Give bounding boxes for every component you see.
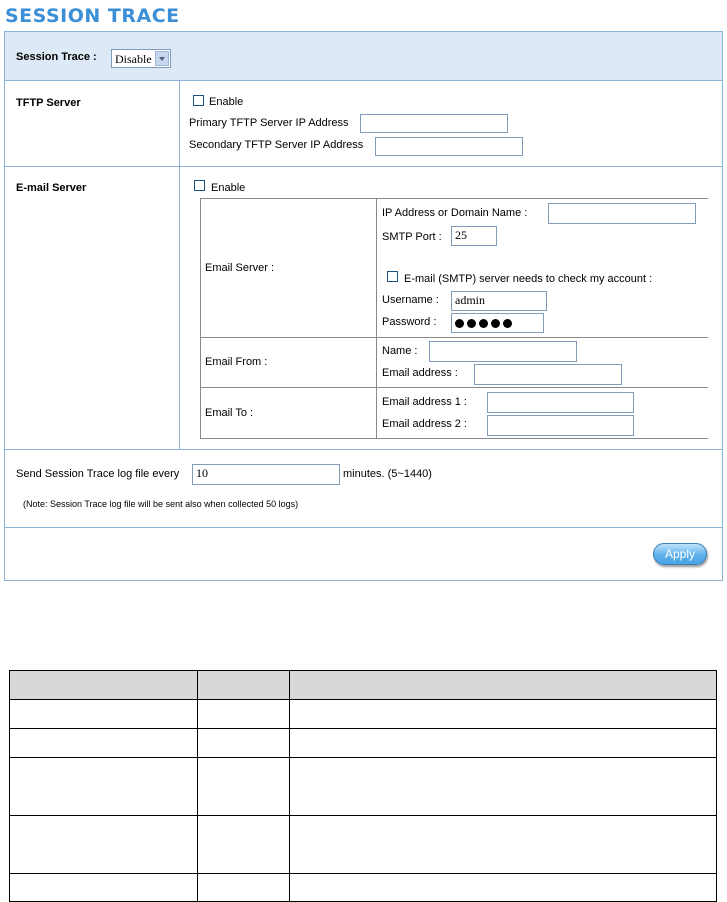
tftp-secondary-label: Secondary TFTP Server IP Address <box>189 139 364 151</box>
smtp-check-label: E-mail (SMTP) server needs to check my account : <box>404 273 653 285</box>
from-address-input[interactable] <box>474 364 622 385</box>
table-row <box>10 729 717 758</box>
tftp-enable-checkbox[interactable] <box>193 95 204 106</box>
from-name-label: Name : <box>382 345 418 357</box>
log-note: (Note: Session Trace log file will be sent also when collected 50 logs) <box>23 499 299 509</box>
session-trace-value: Disable <box>115 52 152 66</box>
apply-button[interactable]: Apply <box>653 543 707 565</box>
tftp-secondary-input[interactable] <box>375 137 523 156</box>
password-label: Password : <box>382 316 437 328</box>
from-name-input[interactable] <box>429 341 577 362</box>
tftp-primary-input[interactable] <box>360 114 508 133</box>
page-title: SESSION TRACE <box>5 5 180 27</box>
email-enable-checkbox[interactable] <box>194 180 205 191</box>
username-input[interactable]: admin <box>451 291 547 311</box>
username-label: Username : <box>382 294 439 306</box>
session-trace-select[interactable] <box>111 49 171 68</box>
to-address2-input[interactable] <box>487 415 634 436</box>
to-address2-label: Email address 2 : <box>382 418 467 430</box>
tftp-primary-label: Primary TFTP Server IP Address <box>189 117 349 129</box>
to-address1-label: Email address 1 : <box>382 396 467 408</box>
table-header-row <box>10 671 717 700</box>
table-header-cell <box>10 671 198 700</box>
email-from-label: Email From : <box>205 356 268 368</box>
log-interval-suffix: minutes. (5~1440) <box>343 468 432 480</box>
session-trace-panel <box>4 31 723 581</box>
session-trace-header <box>5 32 722 81</box>
tftp-enable-label: Enable <box>209 96 244 108</box>
chevron-down-icon[interactable] <box>155 51 169 66</box>
reference-table <box>9 670 717 902</box>
session-trace-label: Session Trace : <box>16 51 97 63</box>
email-ip-label: IP Address or Domain Name : <box>382 207 528 219</box>
table-header-cell <box>198 671 290 700</box>
email-enable-label: Enable <box>211 182 246 194</box>
tftp-server-label: TFTP Server <box>16 97 81 109</box>
log-interval-label: Send Session Trace log file every <box>16 468 180 480</box>
log-interval-input[interactable]: 10 <box>192 464 340 485</box>
email-ip-input[interactable] <box>548 203 696 224</box>
table-row <box>10 700 717 729</box>
from-address-label: Email address : <box>382 367 458 379</box>
smtp-port-input[interactable]: 25 <box>451 226 497 246</box>
email-server-sublabel: Email Server : <box>205 262 275 274</box>
table-row <box>10 874 717 902</box>
table-row <box>10 816 717 874</box>
smtp-check-checkbox[interactable] <box>387 271 398 282</box>
email-to-label: Email To : <box>205 407 254 419</box>
to-address1-input[interactable] <box>487 392 634 413</box>
table-header-cell <box>290 671 717 700</box>
email-server-label: E-mail Server <box>16 182 87 194</box>
table-row <box>10 758 717 816</box>
password-input[interactable] <box>451 313 544 333</box>
smtp-port-label: SMTP Port : <box>382 231 442 243</box>
